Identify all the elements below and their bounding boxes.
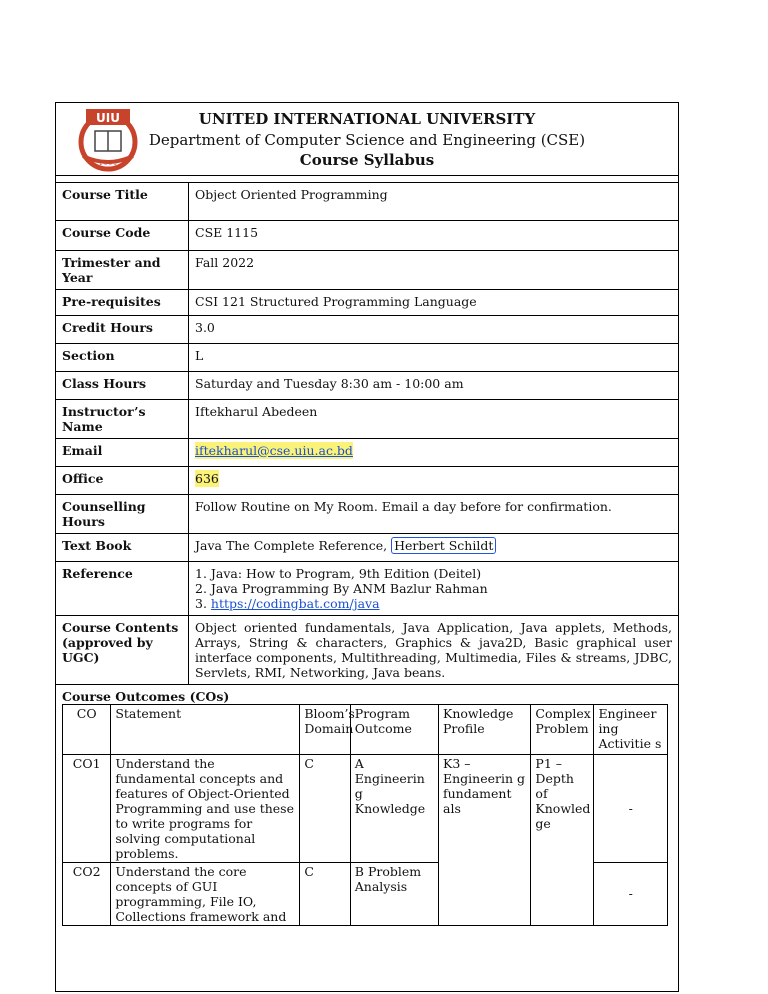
co-col-header: CO	[63, 704, 111, 754]
trimester-value: Fall 2022	[189, 250, 679, 289]
reference-label: Reference	[56, 561, 189, 615]
class-hours-value: Saturday and Tuesday 8:30 am - 10:00 am	[189, 371, 679, 399]
co-statement: Understand the fundamental concepts and features of Object-Oriented Programming and use these to write programs for solving computational problems.	[111, 754, 300, 862]
document-title: Course Syllabus	[299, 151, 435, 169]
university-name: UNITED INTERNATIONAL UNIVERSITY	[198, 110, 536, 128]
reference-item-3-number: 3.	[195, 595, 207, 611]
header-divider	[56, 176, 678, 183]
statement-col-header: Statement	[111, 704, 300, 754]
co-id: CO1	[63, 754, 111, 862]
co-knowledge-profile: K3 – Engineerin g fundament als	[439, 754, 531, 925]
trimester-label: Trimester and Year	[56, 250, 189, 289]
textbook-author: Herbert Schildt	[391, 537, 496, 554]
logo-year: 2 0 0 3	[99, 161, 117, 167]
credit-label: Credit Hours	[56, 315, 189, 343]
credit-value: 3.0	[189, 315, 679, 343]
co-program-outcome: B Problem Analysis	[350, 862, 438, 925]
instructor-label: Instructor’s Name	[56, 399, 189, 438]
co-statement: Understand the core concepts of GUI programming, File IO, Collections framework and	[111, 862, 300, 925]
row-counselling	[56, 494, 678, 533]
course-info-table	[56, 183, 678, 685]
co-bloom: C	[300, 862, 350, 925]
office-label: Office	[56, 466, 189, 494]
co-row-1	[63, 754, 668, 862]
co-activity: -	[594, 754, 668, 862]
row-class-hours	[56, 371, 678, 399]
co-complex-problem: P1 – Depth of Knowled ge	[531, 754, 594, 925]
co-activity: -	[594, 862, 668, 925]
prereq-value: CSI 121 Structured Programming Language	[189, 289, 679, 315]
reference-item-3-link[interactable]: https://codingbat.com/java	[210, 595, 380, 611]
co-id: CO2	[63, 862, 111, 925]
syllabus-frame	[55, 102, 679, 992]
reference-item-1: 1. Java: How to Program, 9th Edition (Deitel)	[195, 565, 482, 581]
row-reference	[56, 561, 678, 615]
section-label: Section	[56, 343, 189, 371]
textbook-label: Text Book	[56, 533, 189, 561]
document-header	[56, 103, 678, 176]
counselling-value: Follow Routine on My Room. Email a day before for confirmation.	[189, 494, 679, 533]
row-section	[56, 343, 678, 371]
co-header-row	[63, 704, 668, 754]
row-course-title	[56, 183, 678, 220]
course-outcomes-heading: Course Outcomes (COs)	[62, 688, 230, 704]
contents-label: Course Contents (approved by UGC)	[56, 615, 189, 684]
course-code-value: CSE 1115	[189, 220, 679, 250]
email-label: Email	[56, 438, 189, 466]
course-title-label: Course Title	[56, 183, 189, 220]
row-course-contents	[56, 615, 678, 684]
row-textbook	[56, 533, 678, 561]
office-value: 636	[195, 470, 219, 486]
counselling-label: Counselling Hours	[56, 494, 189, 533]
instructor-value: Iftekharul Abedeen	[189, 399, 679, 438]
program-outcome-col-header: Program Outcome	[350, 704, 438, 754]
textbook-title: Java The Complete Reference,	[195, 537, 388, 553]
reference-item-2: 2. Java Programming By ANM Bazlur Rahman	[195, 580, 488, 596]
course-code-label: Course Code	[56, 220, 189, 250]
email-link[interactable]: iftekharul@cse.uiu.ac.bd	[195, 442, 353, 458]
contents-value: Object oriented fundamentals, Java Application, Java applets, Methods, Arrays, String & characters, Graphics & java2D, Basic graphical user interface components, Multithreading, Multimedia, Files & streams, JDBC, Servlets, RMI, Networking, Java beans.	[189, 615, 679, 684]
complex-problem-col-header: Complex Problem	[531, 704, 594, 754]
row-course-code	[56, 220, 678, 250]
row-trimester	[56, 250, 678, 289]
department-name: Department of Computer Science and Engineering (CSE)	[148, 131, 586, 149]
row-credit-hours	[56, 315, 678, 343]
bloom-col-header: Bloom’s Domain	[300, 704, 350, 754]
engineering-activities-col-header: Engineer ing Activitie s	[594, 704, 668, 754]
row-prerequisites	[56, 289, 678, 315]
row-instructor	[56, 399, 678, 438]
section-value: L	[189, 343, 679, 371]
prereq-label: Pre-requisites	[56, 289, 189, 315]
logo-text: UIU	[96, 111, 120, 125]
row-office	[56, 466, 678, 494]
course-title-value: Object Oriented Programming	[189, 183, 679, 220]
co-program-outcome: A Engineerin g Knowledge	[350, 754, 438, 862]
row-email	[56, 438, 678, 466]
co-bloom: C	[300, 754, 350, 862]
course-outcomes-table	[62, 704, 668, 926]
knowledge-profile-col-header: Knowledge Profile	[439, 704, 531, 754]
class-hours-label: Class Hours	[56, 371, 189, 399]
